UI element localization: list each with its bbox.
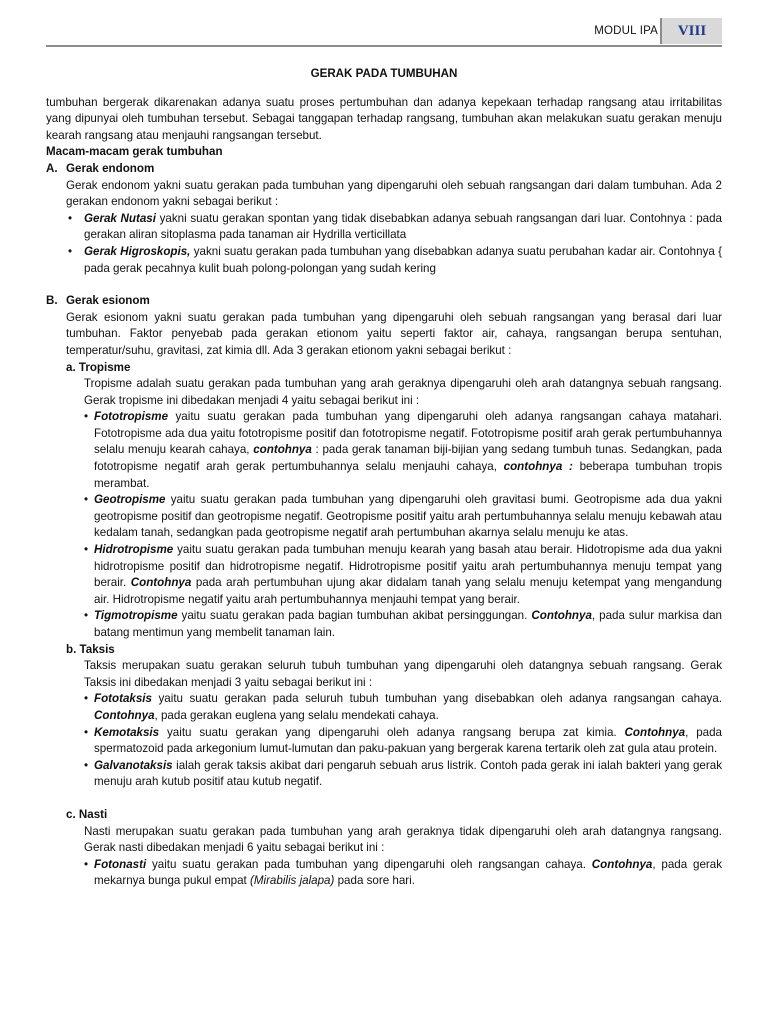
nasti-list	[46, 857, 722, 890]
macam-heading: Macam-macam gerak tumbuhan	[46, 145, 223, 159]
list-item: • Kemotaksis yaitu suatu gerakan yang dipengaruhi oleh adanya rangsang berupa zat kimia. Contohnya, pada spermatozoid pada arkegonium lumut-lumutan dan paku-pakuan yang bergerak karena tertarik oleh zat gula atau protein.	[84, 725, 723, 756]
tropisme-list	[46, 409, 722, 641]
module-label: MODUL IPA	[594, 25, 658, 37]
section-a-list	[46, 211, 722, 277]
document-body	[46, 66, 722, 890]
list-item: • Fototaksis yaitu suatu gerakan pada seluruh tubuh tumbuhan yang disebabkan oleh adanya rangsangan cahaya. Contohnya, pada gerakan euglena yang selalu mendekati cahaya.	[84, 692, 722, 722]
section-a-heading: A. Gerak endonom	[46, 161, 155, 175]
list-item: • Hidrotropisme yaitu suatu gerakan pada tumbuhan menuju kearah yang basah atau berair. Hidotropisme ada dua yakni hidrotropisme positif dan hidrotropisme negatif. Hidrotropisme positif yaitu arah pertumbuhannya menuju tempat yang berair. Contohnya pada arah pertumbuhan ujung akar didalam tanah yang selalu menuju ketempat yang mengandung air. Hidrotropisme negatif yaitu arah pertumbuhannya menjauhi tempat yang berair.	[84, 543, 723, 606]
list-item: • Fototropisme yaitu suatu gerakan pada tumbuhan yang dipengaruhi oleh adanya rangsangan cahaya matahari. Fototropisme ada dua yaitu fototropisme positif dan fototropisme negatif. Fototropisme positif arah gerak pertumbuhannya selalu menuju kearah cahaya, contohnya : pada gerak tanaman biji-bijian yang sedang tumbuh tunas. Sedangkan, pada fototropisme negatif arah gerak pertumbuhannya selalu menjauhi cahaya, contohnya : beberapa tumbuhan tropis merambat.	[84, 410, 722, 490]
list-item: • Geotropisme yaitu suatu gerakan pada tumbuhan yang dipengaruhi oleh gravitasi bumi. Geotropisme ada dua yakni geotropisme positif dan geotropisme negatif. Geotropisme positif yaitu arah pertumbuhannya selalu menuju kebawah atau kedalam tanah, sedangkan pada geotropisme negatif arah pertumbuhan akarnya selalu menuju ke atas.	[84, 493, 722, 540]
intro-paragraph: tumbuhan bergerak dikarenakan adanya suatu proses pertumbuhan dan adanya kepekaan terhadap rangsang atau irritabilitas yang dipunyai oleh tumbuhan tersebut. Sebagai tanggapan terhadap rangsang, tumbuhan akan melakukan suatu gerakan menuju kearah rangsang atau menjauhi rangsangan tersebut.	[46, 95, 722, 142]
bullet-icon: •	[84, 758, 89, 772]
list-item: • Gerak Nutasi yakni suatu gerakan spontan yang tidak disebabkan adanya sebuah rangsangan dari luar. Contohnya : pada gerakan aliran sitoplasma pada tanaman air Hydrilla verticillata	[68, 211, 722, 242]
bullet-icon: •	[84, 493, 89, 507]
bullet-icon: •	[84, 410, 89, 424]
tropisme-heading: a. Tropisme	[66, 360, 131, 374]
nasti-paragraph: Nasti merupakan suatu gerakan pada tumbuhan yang arah geraknya tidak dipengaruhi oleh arah datangnya rangsang. Gerak nasti dibedakan menjadi 6 yaitu sebagai berikut ini :	[84, 824, 722, 855]
bullet-icon: •	[68, 211, 73, 225]
bullet-icon: •	[84, 725, 89, 739]
taksis-list	[46, 691, 722, 791]
page-title: GERAK PADA TUMBUHAN	[310, 67, 458, 80]
chapter-box	[660, 18, 722, 44]
bullet-icon: •	[68, 244, 73, 258]
taksis-heading: b. Taksis	[66, 642, 115, 656]
section-b-heading: B. Gerak esionom	[46, 294, 150, 308]
bullet-icon: •	[84, 543, 89, 557]
section-b-paragraph: Gerak esionom yakni suatu gerakan pada tumbuhan yang dipengaruhi oleh sebuah rangsangan yang berasal dari luar tumbuhan. Faktor penyebab pada gerakan etionom yaitu seperti faktor air, cahaya, rangsangan berupa sentuhan, temperatur/suhu, gravitasi, zat kimia dll. Ada 3 gerakan etionom yakni sebagai berikut :	[66, 310, 722, 357]
bullet-icon: •	[84, 692, 89, 706]
tropisme-paragraph: Tropisme adalah suatu gerakan pada tumbuhan yang arah geraknya dipengaruhi oleh arah datangnya sebuah rangsang. Gerak tropisme ini dibedakan menjadi 4 yaitu sebagai berikut ini :	[84, 377, 722, 407]
taksis-paragraph: Taksis merupakan suatu gerakan seluruh tubuh tumbuhan yang dipengaruhi oleh datangnya sebuah rangsang. Gerak Taksis ini dibedakan menjadi 3 yaitu sebagai berikut ini :	[84, 659, 722, 689]
list-item: • Galvanotaksis ialah gerak taksis akibat dari pengaruh sebuah arus listrik. Contoh pada gerak ini ialah bakteri yang gerak menuju arah kutub positif atau kutub negatif.	[84, 758, 722, 789]
bullet-icon: •	[84, 609, 89, 623]
list-item: • Tigmotropisme yaitu suatu gerakan pada bagian tumbuhan akibat persinggungan. Contohnya, pada sulur markisa dan batang mentimun yang membelit tanaman lain.	[84, 609, 722, 639]
nasti-heading: c. Nasti	[66, 807, 108, 821]
bullet-icon: •	[84, 857, 89, 871]
list-item: • Gerak Higroskopis, yakni suatu gerakan pada tumbuhan yang disebabkan adanya suatu perubahan kadar air. Contohnya { pada gerak pecahnya kulit buah polong-polongan yang sudah kering	[68, 244, 722, 275]
chapter-number: VIII	[677, 23, 707, 39]
page-header	[46, 18, 722, 46]
section-a-paragraph: Gerak endonom yakni suatu gerakan pada tumbuhan yang dipengaruhi oleh sebuah rangsangan dari dalam tumbuhan. Ada 2 gerakan endonom yakni sebagai berikut :	[66, 178, 722, 209]
header-rule	[46, 45, 722, 47]
list-item: • Fotonasti yaitu suatu gerakan pada tumbuhan yang dipengaruhi oleh rangsangan cahaya. Contohnya, pada gerak mekarnya bunga pukul empat (Mirabilis jalapa) pada sore hari.	[84, 857, 722, 888]
